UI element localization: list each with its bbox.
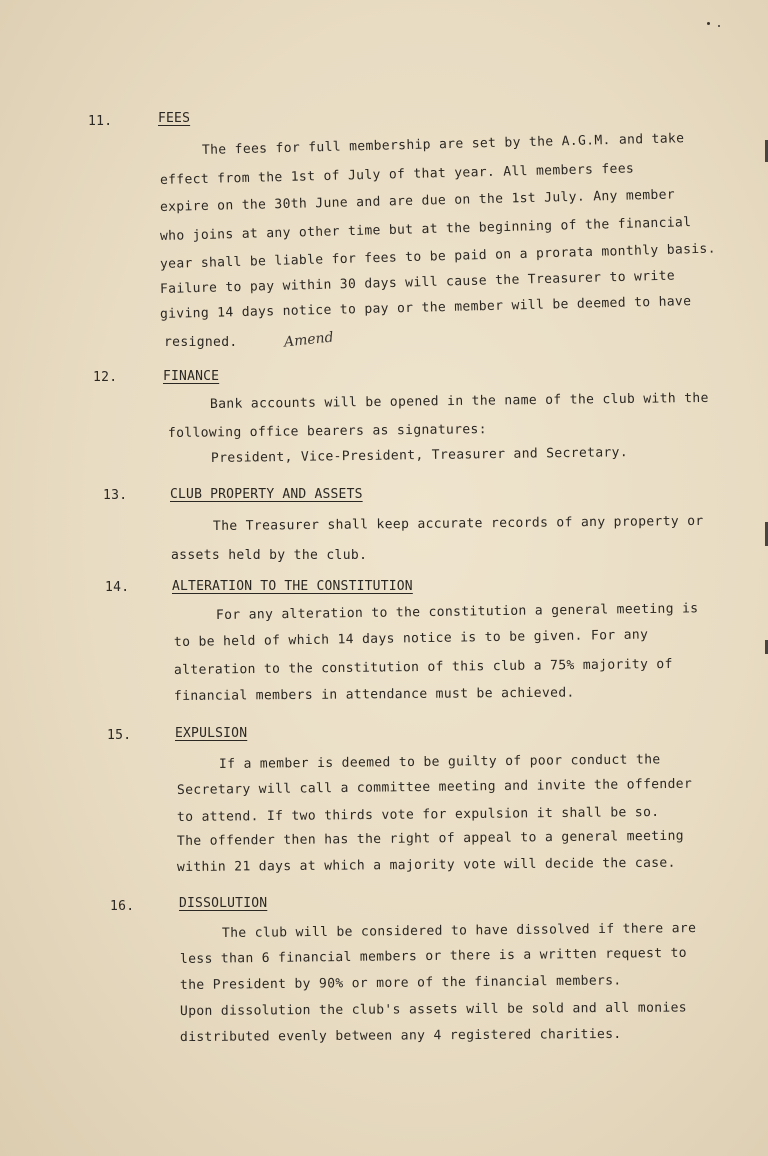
section-number-13: 13. — [103, 488, 128, 503]
section-heading-finance: FINANCE — [163, 369, 220, 384]
expulsion-line: within 21 days at which a majority vote will decide the case. — [176, 855, 676, 875]
property-line: assets held by the club. — [171, 548, 368, 563]
expulsion-line: Secretary will call a committee meeting and invite the offender — [176, 776, 693, 798]
handwritten-annotation: Amend — [283, 329, 335, 351]
finance-line: President, Vice-President, Treasurer and Secretary. — [210, 445, 629, 466]
fees-line: who joins at any other time but at the beginning of the financial — [159, 215, 692, 244]
section-heading-expulsion: EXPULSION — [175, 726, 248, 741]
paper-speck — [718, 25, 720, 27]
fees-line: year shall be liable for fees to be paid on a prorata monthly basis. — [159, 241, 717, 272]
section-heading-dissolution: DISSOLUTION — [179, 896, 268, 911]
section-heading-fees: FEES — [158, 111, 191, 126]
finance-line: Bank accounts will be opened in the name of the club with the — [209, 390, 709, 412]
fees-line: The fees for full membership are set by the A.G.M. and take — [201, 131, 685, 158]
section-number-12: 12. — [93, 370, 118, 385]
finance-line: following office bearers as signatures: — [167, 422, 487, 441]
section-number-11: 11. — [88, 114, 113, 129]
dissolution-line: The club will be considered to have dissolved if there are — [221, 921, 697, 941]
dissolution-line: distributed evenly between any 4 registered charities. — [179, 1026, 622, 1045]
fees-line: Failure to pay within 30 days will cause the Treasurer to write — [159, 268, 676, 297]
alteration-line: For any alteration to the constitution a general meeting is — [215, 601, 699, 623]
paper-speck — [707, 22, 710, 25]
alteration-line: to be held of which 14 days notice is to be given. For any — [173, 627, 649, 650]
fees-line: expire on the 30th June and are due on the 1st July. Any member — [159, 187, 676, 215]
section-number-15: 15. — [107, 728, 132, 743]
section-heading-club-property: CLUB PROPERTY AND ASSETS — [170, 487, 363, 502]
fees-line: resigned. — [164, 335, 238, 350]
dissolution-line: the President by 90% or more of the financial members. — [179, 973, 622, 993]
alteration-line: financial members in attendance must be achieved. — [173, 685, 575, 704]
alteration-line: alteration to the constitution of this club a 75% majority of — [173, 656, 673, 678]
section-number-16: 16. — [110, 899, 135, 914]
section-number-14: 14. — [105, 580, 130, 595]
section-heading-alteration: ALTERATION TO THE CONSTITUTION — [172, 579, 413, 594]
fees-line: effect from the 1st of July of that year. All members fees — [159, 161, 635, 188]
dissolution-line: less than 6 financial members or there is a written request to — [179, 945, 688, 967]
expulsion-line: If a member is deemed to be guilty of poor conduct the — [218, 752, 661, 772]
expulsion-line: The offender then has the right of appeal to a general meeting — [176, 828, 685, 849]
expulsion-line: to attend. If two thirds vote for expulsion it shall be so. — [176, 804, 660, 825]
dissolution-line: Upon dissolution the club's assets will be sold and all monies — [179, 1000, 687, 1019]
fees-line: giving 14 days notice to pay or the member will be deemed to have — [159, 294, 692, 322]
property-line: The Treasurer shall keep accurate records of any property or — [212, 513, 704, 534]
